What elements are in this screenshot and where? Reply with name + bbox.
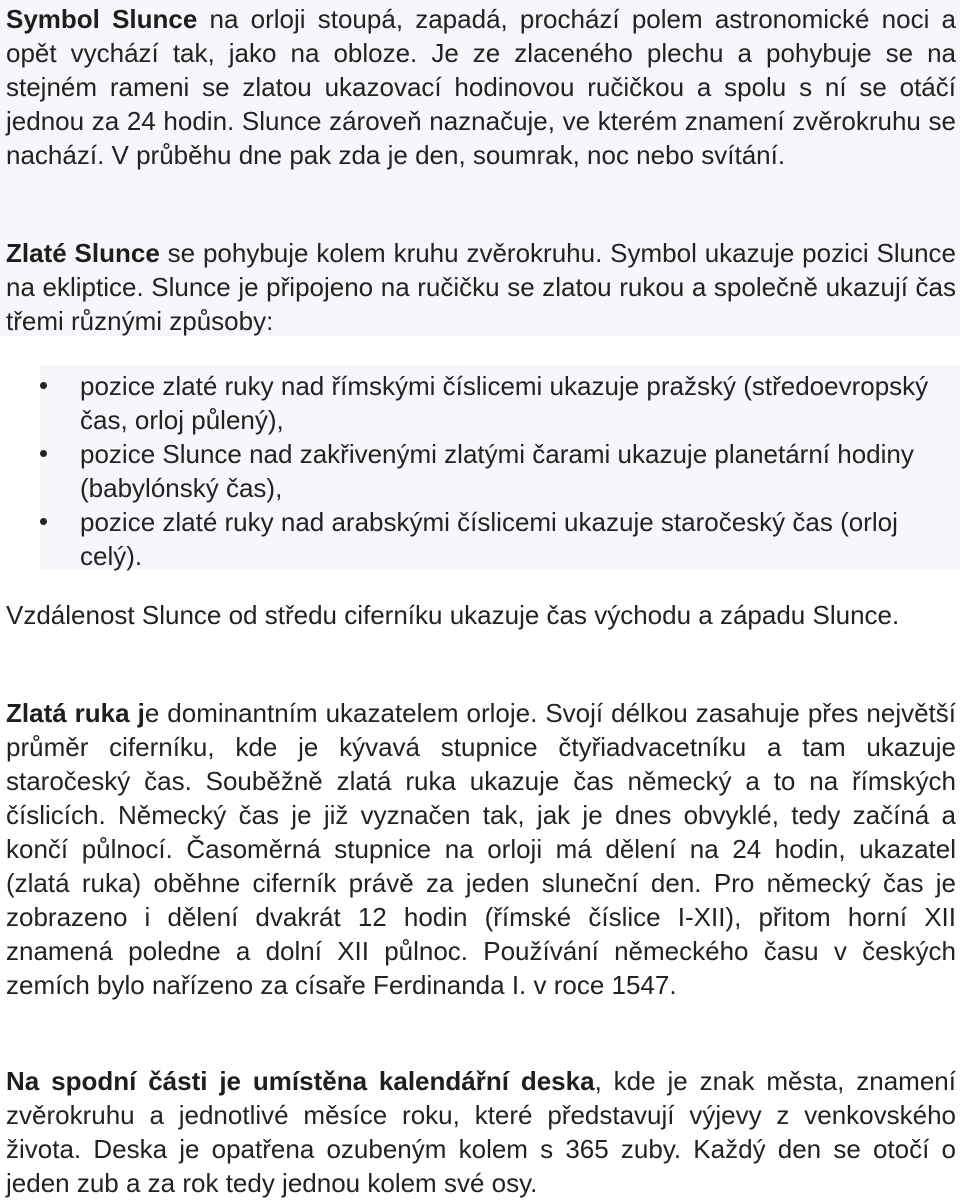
paragraph-text: na orloji stoupá, zapadá, prochází polem astronomické noci a opět vychází tak, jako na obloze. Je ze zlaceného plechu a pohybuje se na stejném rameni se zlatou ukazovací hodinovou ručičkou a spolu s ní se otáčí jednou za 24 hodin. Slunce zároveň naznačuje, ve kterém znamení zvěrokruhu se nachází. V průběhu dne pak zda je den, soumrak, noc nebo svítání. <box>6 4 956 170</box>
time-methods-list <box>40 365 960 569</box>
paragraph-bold-lead: Zlatá ruka j <box>6 698 145 728</box>
bullet-icon <box>40 382 47 389</box>
paragraph-text: e dominantním ukazatelem orloje. Svojí délkou zasahuje přes největší průměr ciferníku, kde je kývavá stupnice čtyřiadvacetníku a tam ukazuje staročeský čas. Souběžně zlatá ruka ukazuje čas německý a to na římských číslicích. Německý čas je již vyznačen tak, jak je dnes obvyklé, tedy začíná a končí půlnocí. Časoměrná stupnice na orloji má dělení na 24 hodin, ukazatel (zlatá ruka) oběhne ciferník právě za jeden sluneční den. Pro německý čas je zobrazeno i dělení dvakrát 12 hodin (římské číslice I-XII), přitom horní XII znamená poledne a dolní XII půlnoc. Používání německého času v českých zemích bylo nařízeno za císaře Ferdinanda I. v roce 1547. <box>6 698 957 1000</box>
paragraph-bold-lead: Zlaté Slunce <box>6 238 160 268</box>
paragraph-bold-lead: Symbol Slunce <box>6 4 198 34</box>
list-item <box>40 437 940 505</box>
paragraph-text: se pohybuje kolem kruhu zvěrokruhu. Symbol ukazuje pozici Slunce na ekliptice. Slunce je připojeno na ručičku se zlatou rukou a společně ukazují čas třemi různými způsoby: <box>6 238 957 336</box>
paragraph-symbol-slunce <box>6 2 956 172</box>
list-item-text: pozice Slunce nad zakřivenými zlatými čarami ukazuje planetární hodiny (babylónský čas), <box>80 439 914 503</box>
paragraph-text: Vzdálenost Slunce od středu ciferníku ukazuje čas východu a západu Slunce. <box>6 600 900 630</box>
paragraph-bold-lead: Na spodní části je umístěna kalendářní deska <box>6 1066 595 1096</box>
list-item <box>40 505 940 573</box>
bullet-icon <box>40 518 47 525</box>
paragraph-zlata-ruka <box>6 696 956 1002</box>
paragraph-zlate-slunce <box>6 236 956 338</box>
paragraph-text: , kde je znak města, znamení zvěrokruhu a jednotlivé měsíce roku, které představují výjevy z venkovského života. Deska je opatřena ozubeným kolem s 365 zuby. Každý den se otočí o jeden zub a za rok tedy jednou kolem své osy. <box>6 1066 956 1198</box>
list-item-text: pozice zlaté ruky nad arabskými číslicemi ukazuje staročeský čas (orloj celý). <box>80 507 898 571</box>
bullet-icon <box>40 450 47 457</box>
list-item-text: pozice zlaté ruky nad římskými číslicemi ukazuje pražský (středoevropský čas, orloj půlený), <box>80 371 929 435</box>
paragraph-vzdalenost <box>6 598 956 632</box>
list-item <box>40 365 940 437</box>
paragraph-kalendarni-deska <box>6 1064 956 1200</box>
